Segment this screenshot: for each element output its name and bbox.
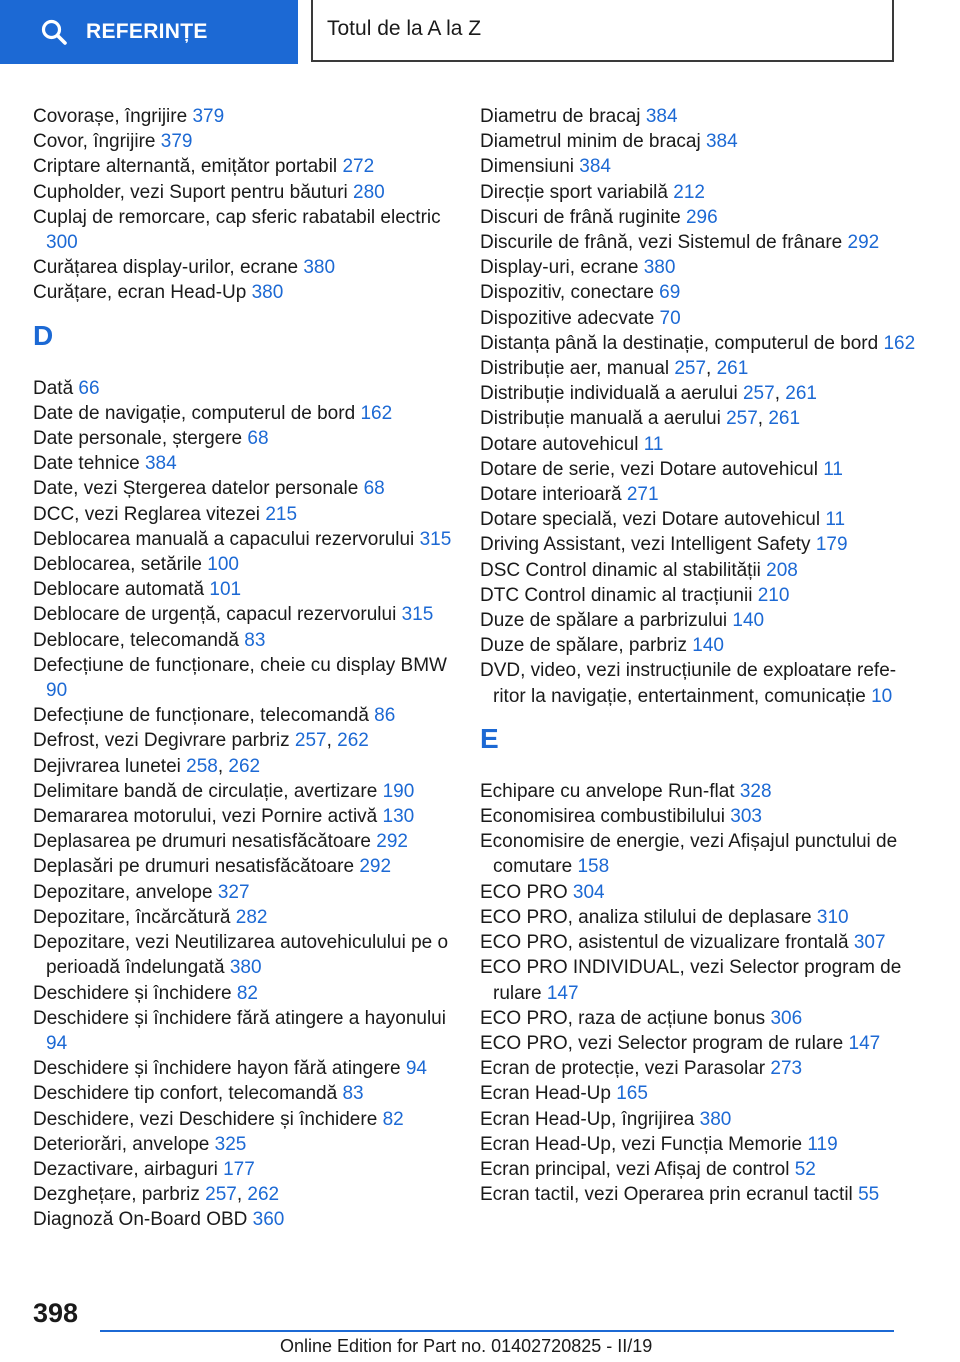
index-entry [480,532,920,557]
page-reference-link[interactable]: 282 [235,906,268,928]
index-entry [480,129,920,154]
index-entry [33,779,453,804]
page-reference-link[interactable]: 271 [626,484,659,506]
page-reference-link[interactable]: 328 [739,780,772,802]
index-entry [480,331,920,356]
page-reference-link[interactable]: 261 [785,383,817,405]
page-reference-link[interactable]: 273 [770,1058,803,1080]
page-reference-link[interactable]: 130 [382,806,415,828]
page-reference-link[interactable]: 212 [673,181,705,203]
index-entry [480,583,920,608]
index-entry-term: Dispozitiv, conectare [480,282,654,304]
index-entry [480,1157,920,1182]
search-icon [40,18,68,46]
page-reference-link[interactable]: 69 [659,282,681,304]
page-reference-link[interactable]: 380 [303,257,336,279]
page-reference-link[interactable]: 82 [236,982,258,1004]
index-entry-term: Deblocare automată [33,579,205,601]
index-entry [480,633,920,658]
index-entry-term: Curățarea display-urilor, ecrane [33,257,299,279]
index-entry [480,930,920,955]
index-entry [33,280,453,305]
page-reference-link[interactable]: 82 [382,1108,404,1130]
page-reference-link[interactable]: 300 [46,232,78,254]
page-reference-link[interactable]: 55 [858,1184,880,1206]
index-entry-term: Dotare interioară [480,484,622,506]
page-reference-link[interactable]: 94 [405,1058,427,1080]
index-entry-term: ECO PRO, raza de acțiune bonus [480,1007,766,1029]
index-entry-term: Cupholder, vezi Suport pentru băuturi [33,181,348,203]
page-reference-link[interactable]: 360 [252,1209,285,1231]
page-reference-link[interactable]: 162 [883,332,916,354]
index-entry [480,457,920,482]
index-entry [480,255,920,280]
page-reference-link[interactable]: 119 [807,1133,838,1155]
index-entry-term: Delimitare bandă de circulație, avertizare [33,780,378,802]
page-reference-link[interactable]: 384 [579,156,611,178]
index-entry [33,205,453,255]
page-reference-link[interactable]: 296 [685,206,718,228]
index-entry-term: Deteriorări, anvelope [33,1133,210,1155]
index-entry-term: Demararea motorului, vezi Pornire activă [33,806,378,828]
index-entry [480,306,920,331]
index-entry [33,1056,453,1081]
index-entry-term: ECO PRO INDIVIDUAL, vezi Selector program de rulare [480,957,902,1004]
page-reference-link[interactable]: 257 [726,408,758,430]
index-entry-term: Driving Assistant, vezi Intelligent Safety [480,534,811,556]
index-entry [480,507,920,532]
page-reference-link[interactable]: 380 [251,282,284,304]
index-entry: Defrost, vezi Degivrare parbriz 257, 262 [33,730,369,752]
index-entry-term: Depozitare, încărcătură [33,906,231,928]
page-reference-link[interactable]: 70 [659,307,681,329]
page-reference-link[interactable]: 384 [144,453,177,475]
index-entry [480,955,920,1005]
index-entry-term: Date tehnice [33,453,140,475]
index-entry: Distribuție individuală a aerului 257, 261 [480,383,817,405]
page-reference-link[interactable]: 68 [363,478,385,500]
footer-divider [100,1330,894,1332]
index-entry-term: Diametru de bracaj [480,106,641,127]
index-entry-term: Distribuție aer, manual [480,358,670,380]
page-reference-link[interactable]: 325 [214,1133,247,1155]
index-entry-term: Distribuție individuală a aerului [480,383,738,405]
page-reference-link[interactable]: 304 [572,881,605,903]
index-entry [480,432,920,457]
index-entry [33,255,453,280]
index-entry-term: Covorașe, îngrijire [33,106,188,127]
index-entry-term: Deplasarea pe drumuri nesatisfăcătoare [33,831,371,853]
page-reference-link[interactable]: 306 [770,1007,803,1029]
index-column-left [33,104,453,1233]
index-entry-term: Date, vezi Ștergerea datelor personale [33,478,359,500]
page-reference-link[interactable]: 11 [643,433,664,455]
index-entry: Dejivrarea lunetei 258, 262 [33,755,261,777]
index-entry-term: Defrost, vezi Degivrare parbriz [33,730,290,752]
index-entry-term: Criptare alternantă, emițător portabil [33,156,338,178]
index-entry-term: Echipare cu anvelope Run-flat [480,780,735,802]
index-entry [33,376,453,401]
page-reference-link[interactable]: 10 [871,685,893,707]
index-entry [33,527,453,552]
index-entry [33,804,453,829]
index-entry-term: Diametrul minim de bracaj [480,131,701,153]
index-entry [480,558,920,583]
page-reference-link[interactable]: 177 [223,1158,255,1180]
index-section-letter: D [33,319,54,351]
index-entry [480,1006,920,1031]
index-entry [33,401,453,426]
index-entry-term: Ecran Head-Up, îngrijirea [480,1108,695,1130]
index-entry [480,829,920,879]
index-entry-term: Date personale, ștergere [33,428,243,450]
index-entry [33,653,453,703]
tab-references[interactable] [0,0,298,64]
index-entry-term: Dezghețare, parbriz [33,1184,200,1206]
page-reference-link[interactable]: 83 [244,629,266,651]
index-entry-term: Discuri de frână ruginite [480,206,681,228]
index-entry [480,280,920,305]
index-entry-term: Dotare autovehicul [480,433,639,455]
index-entry-term: Deblocarea manuală a capacului rezervorului [33,528,415,550]
index-entry-term: Economisire de energie, vezi Afișajul punctului de comutare [480,831,898,878]
page-reference-link[interactable]: 147 [848,1032,881,1054]
page-reference-link[interactable]: 11 [823,458,843,480]
index-entry-term: Deschidere tip confort, telecomandă [33,1083,338,1105]
page-reference-link[interactable]: 379 [192,106,225,127]
page-reference-link[interactable]: 262 [337,730,369,752]
index-entry-term: Dimensiuni [480,156,574,178]
footer-edition: Online Edition for Part no. 01402720825 - II/19 [280,1336,653,1356]
page-reference-link[interactable]: 208 [766,559,798,581]
page-reference-link[interactable]: 280 [353,181,385,203]
index-entry-term: Deplasări pe drumuri nesatisfăcătoare [33,856,355,878]
index-entry-term: Deschidere, vezi Deschidere și închidere [33,1108,378,1130]
page-reference-link[interactable]: 190 [382,780,415,802]
index-entry [480,608,920,633]
index-entry [480,1056,920,1081]
index-entry [33,880,453,905]
index-entry-term: Dotare specială, vezi Dotare autovehicul [480,509,821,531]
index-entry-term: DVD, video, vezi instrucțiunile de exploatare referitor la navigație, entertainment, comunicație [480,660,897,707]
index-entry-term: Dotare de serie, vezi Dotare autovehicul [480,458,818,480]
page-reference-link[interactable]: 262 [228,755,261,777]
page-reference-link[interactable]: 379 [160,131,193,153]
index-entry-term: Deblocare de urgență, capacul rezervorului [33,604,397,626]
page-reference-link[interactable]: 310 [816,906,849,928]
index-entry [33,602,453,627]
index-entry-term: Covor, îngrijire [33,131,156,153]
index-entry [480,1132,920,1157]
index-entry-term: Depozitare, vezi Neutilizarea autovehiculului pe o perioadă îndelungată [33,932,449,979]
index-entry [480,104,920,129]
page-reference-link[interactable]: 257 [205,1184,237,1206]
index-entry [33,1157,453,1182]
index-entry-term: Distribuție manuală a aerului [480,408,721,430]
index-entry-term: Ecran de protecție, vezi Parasolar [480,1058,766,1080]
page-reference-link[interactable]: 327 [217,881,250,903]
index-entry [33,703,453,728]
page-number: 398 [33,1298,79,1328]
index-entry-term: Deschidere și închidere fără atingere a hayonului [33,1007,446,1029]
page-reference-link[interactable]: 292 [359,856,392,878]
page-reference-link[interactable]: 210 [757,584,790,606]
index-entry-term: ECO PRO, analiza stilului de deplasare [480,906,812,928]
page-reference-link[interactable]: 261 [716,358,749,380]
page-reference-link[interactable]: 303 [730,806,762,828]
index-entry [33,426,453,451]
page-reference-link[interactable]: 315 [419,528,452,550]
page-reference-link[interactable]: 83 [342,1083,364,1105]
index-entry-term: Dispozitive adecvate [480,307,655,329]
index-entry-term: Display-uri, ecrane [480,257,639,279]
index-entry-term: Depozitare, anvelope [33,881,213,903]
index-entry-term: Date de navigație, computerul de bord [33,402,356,424]
index-entry-term: Economisirea combustibilului [480,806,725,828]
index-entry: Distribuție manuală a aerului 257, 261 [480,408,801,430]
page-reference-link[interactable]: 380 [699,1108,732,1130]
page-reference-link[interactable]: 258 [186,755,218,777]
index-entry [33,854,453,879]
top-navigation [0,0,960,66]
index-entry-term: Discurile de frână, vezi Sistemul de frânare [480,232,843,254]
page-reference-link[interactable]: 147 [546,982,579,1004]
page-reference-link[interactable]: 292 [847,232,880,254]
page-reference-link[interactable]: 384 [705,131,738,153]
index-entry [33,1207,453,1232]
page-reference-link[interactable]: 272 [342,156,375,178]
index-entry [480,804,920,829]
index-entry-term: Defecțiune de funcționare, telecomandă [33,705,369,727]
index-entry [480,905,920,930]
page-reference-link[interactable]: 66 [78,377,100,399]
index-entry [33,1132,453,1157]
page-reference-link[interactable]: 215 [265,503,298,525]
index-entry-term: Direcție sport variabilă [480,181,668,203]
index-entry-term: Duze de spălare a parbrizului [480,610,728,632]
index-entry-term: Dezactivare, airbaguri [33,1158,218,1180]
index-entry [33,905,453,930]
index-entry-term: Deblocarea, setările [33,554,202,576]
index-entry-term: Defecțiune de funcționare, cheie cu display BMW [33,654,447,676]
index-entry [480,1107,920,1132]
index-column-right [480,104,920,1207]
page-reference-link[interactable]: 292 [376,831,408,853]
page-reference-link[interactable]: 257 [742,383,775,405]
index-entry [33,476,453,501]
index-entry-term: Deblocare, telecomandă [33,629,239,651]
page-reference-link[interactable]: 384 [645,106,678,127]
index-entry [480,1182,920,1207]
index-entry [33,180,453,205]
index-entry-term: Dejivrarea lunetei [33,755,181,777]
index-entry-term: Curățare, ecran Head-Up [33,282,247,304]
page-reference-link[interactable]: 179 [815,534,848,556]
page-reference-link[interactable]: 307 [853,932,886,954]
index-entry-term: Diagnoză On-Board OBD [33,1209,248,1231]
index-entry [33,552,453,577]
page-reference-link[interactable]: 380 [229,957,262,979]
page-reference-link[interactable]: 11 [825,509,846,531]
index-entry-term: Duze de spălare, parbriz [480,635,687,657]
page-reference-link[interactable]: 261 [768,408,801,430]
page-reference-link[interactable]: 101 [209,579,242,601]
page-reference-link[interactable]: 68 [247,428,269,450]
page-reference-link[interactable]: 257 [294,730,327,752]
page-reference-link[interactable]: 162 [360,402,393,424]
page-reference-link[interactable]: 52 [794,1158,816,1180]
index-entry-term: DTC Control dinamic al tracțiunii [480,584,753,606]
index-entry [480,154,920,179]
index-entry: Dezghețare, parbriz 257, 262 [33,1184,280,1206]
page-reference-link[interactable]: 90 [46,680,68,702]
index-entry-term: Cuplaj de remorcare, cap sferic rabatabil electric [33,206,441,228]
index-entry-term: Ecran principal, vezi Afișaj de control [480,1158,790,1180]
page-reference-link[interactable]: 100 [207,554,239,576]
index-entry [33,451,453,476]
index-entry-term: Dată [33,377,74,399]
index-entry [33,628,453,653]
tab-references-label: REFERINȚE [86,20,208,43]
index-entry-term: Distanța până la destinație, computerul de bord [480,332,879,354]
index-entry [33,577,453,602]
index-entry [480,230,920,255]
index-entry-term: ECO PRO, asistentul de vizualizare frontală [480,932,849,954]
page-reference-link[interactable]: 94 [46,1032,68,1054]
index-entry-term: Ecran Head-Up [480,1083,611,1105]
index-entry [33,1107,453,1132]
index-entry [33,129,453,154]
index-entry [480,180,920,205]
index-entry [33,930,453,980]
index-entry [480,1031,920,1056]
page-reference-link[interactable]: 380 [643,257,676,279]
page-reference-link[interactable]: 140 [732,610,765,632]
index-entry [33,104,453,129]
index-entry [480,1081,920,1106]
page-reference-link[interactable]: 165 [616,1083,648,1105]
index-entry-term: Ecran Head-Up, vezi Funcția Memorie [480,1133,803,1155]
page-reference-link[interactable]: 158 [577,856,610,878]
index-entry-term: Deschidere și închidere hayon fără atingere [33,1058,401,1080]
index-entry [480,205,920,230]
index-entry [33,154,453,179]
tab-a-to-z[interactable] [311,0,894,62]
index-section-letter: E [480,722,499,754]
tab-a-to-z-label: Totul de la A la Z [327,17,482,40]
page-reference-link[interactable]: 315 [401,604,434,626]
page-reference-link[interactable]: 86 [374,705,396,727]
page-reference-link[interactable]: 140 [692,635,724,657]
index-entry-term: DCC, vezi Reglarea vitezei [33,503,261,525]
index-entry [480,779,920,804]
index-entry [480,880,920,905]
index-entry-term: Deschidere și închidere [33,982,232,1004]
index-entry-term: ECO PRO, vezi Selector program de rulare [480,1032,844,1054]
index-entry: Distribuție aer, manual 257, 261 [480,358,749,380]
index-entry-term: ECO PRO [480,881,568,903]
page-reference-link[interactable]: 257 [674,358,707,380]
index-entry-term: Ecran tactil, vezi Operarea prin ecranul tactil [480,1184,853,1206]
index-entry [480,658,920,708]
index-entry-term: DSC Control dinamic al stabilității [480,559,761,581]
index-entry [33,1081,453,1106]
index-entry [33,502,453,527]
index-entry [480,482,920,507]
index-entry [33,829,453,854]
index-entry [33,1006,453,1056]
index-entry [33,981,453,1006]
page-reference-link[interactable]: 262 [247,1184,280,1206]
